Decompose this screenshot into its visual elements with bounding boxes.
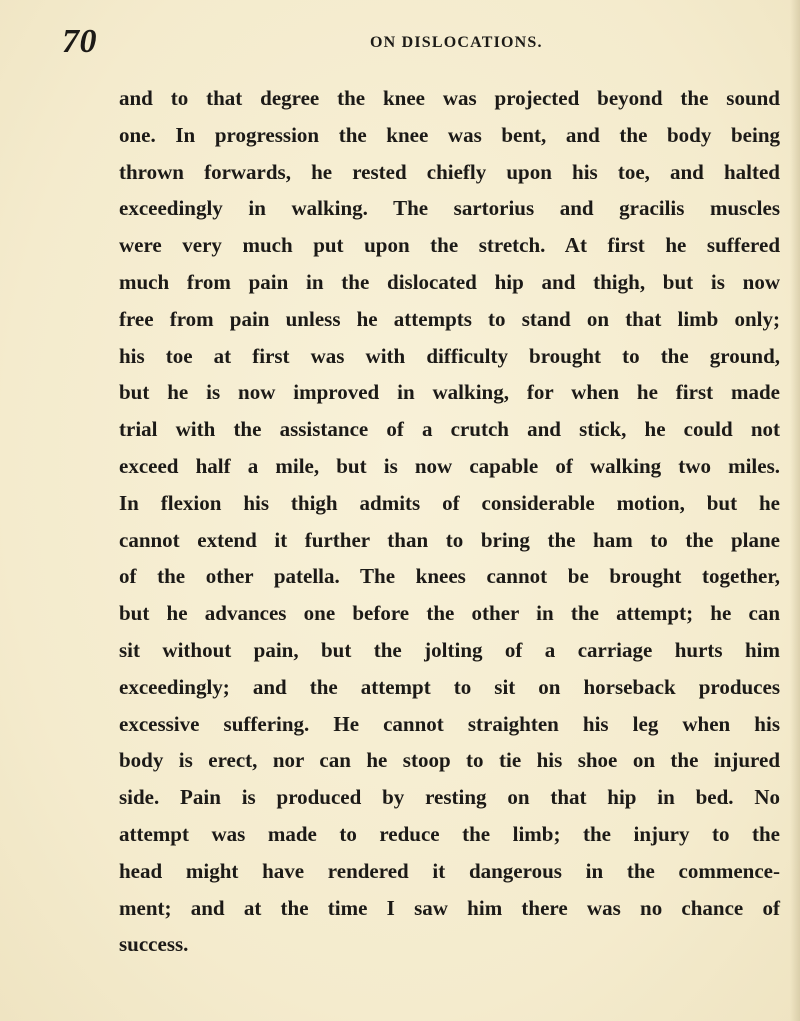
text-line: exceed half a mile, but is now capable of walking two miles. bbox=[119, 453, 780, 478]
text-line: one. In progression the knee was bent, and the body being bbox=[119, 122, 780, 147]
text-line: attempt was made to reduce the limb; the injury to the bbox=[119, 821, 780, 846]
text-line: but he advances one before the other in the attempt; he can bbox=[119, 601, 780, 626]
text-line: much from pain in the dislocated hip and thigh, but is now bbox=[119, 269, 780, 294]
text-line: sit without pain, but the jolting of a carriage hurts him bbox=[119, 637, 780, 662]
text-line: side. Pain is produced by resting on that hip in bed. No bbox=[119, 785, 780, 810]
text-line: thrown forwards, he rested chiefly upon his toe, and halted bbox=[119, 159, 780, 184]
text-line: and to that degree the knee was projected beyond the sound bbox=[119, 86, 780, 110]
text-line: free from pain unless he attempts to stand on that limb only; bbox=[119, 306, 780, 331]
text-line: body is erect, nor can he stoop to tie his shoe on the injured bbox=[119, 748, 780, 773]
page-header bbox=[0, 22, 800, 62]
text-line: In flexion his thigh admits of considerable motion, but he bbox=[119, 490, 780, 515]
page-number: 70 bbox=[62, 23, 97, 60]
running-head: ON DISLOCATIONS. bbox=[370, 34, 543, 51]
text-line: his toe at first was with difficulty brought to the ground, bbox=[119, 343, 780, 368]
text-line: cannot extend it further than to bring the ham to the plane bbox=[119, 527, 780, 552]
text-line: exceedingly in walking. The sartorius and gracilis muscles bbox=[119, 196, 780, 221]
text-line: trial with the assistance of a crutch and stick, he could not bbox=[119, 417, 780, 442]
text-line: were very much put upon the stretch. At first he suffered bbox=[119, 233, 780, 258]
text-line: of the other patella. The knees cannot be brought together, bbox=[119, 564, 780, 589]
body-paragraph bbox=[119, 80, 780, 963]
text-line: ment; and at the time I saw him there was no chance of bbox=[119, 895, 780, 920]
text-line: but he is now improved in walking, for when he first made bbox=[119, 380, 780, 405]
text-line: success. bbox=[119, 932, 189, 957]
text-line: excessive suffering. He cannot straighten his leg when his bbox=[119, 711, 780, 736]
page-edge-shadow bbox=[790, 0, 800, 1021]
text-line: head might have rendered it dangerous in the commence- bbox=[119, 858, 780, 883]
text-line: exceedingly; and the attempt to sit on horseback produces bbox=[119, 674, 780, 699]
